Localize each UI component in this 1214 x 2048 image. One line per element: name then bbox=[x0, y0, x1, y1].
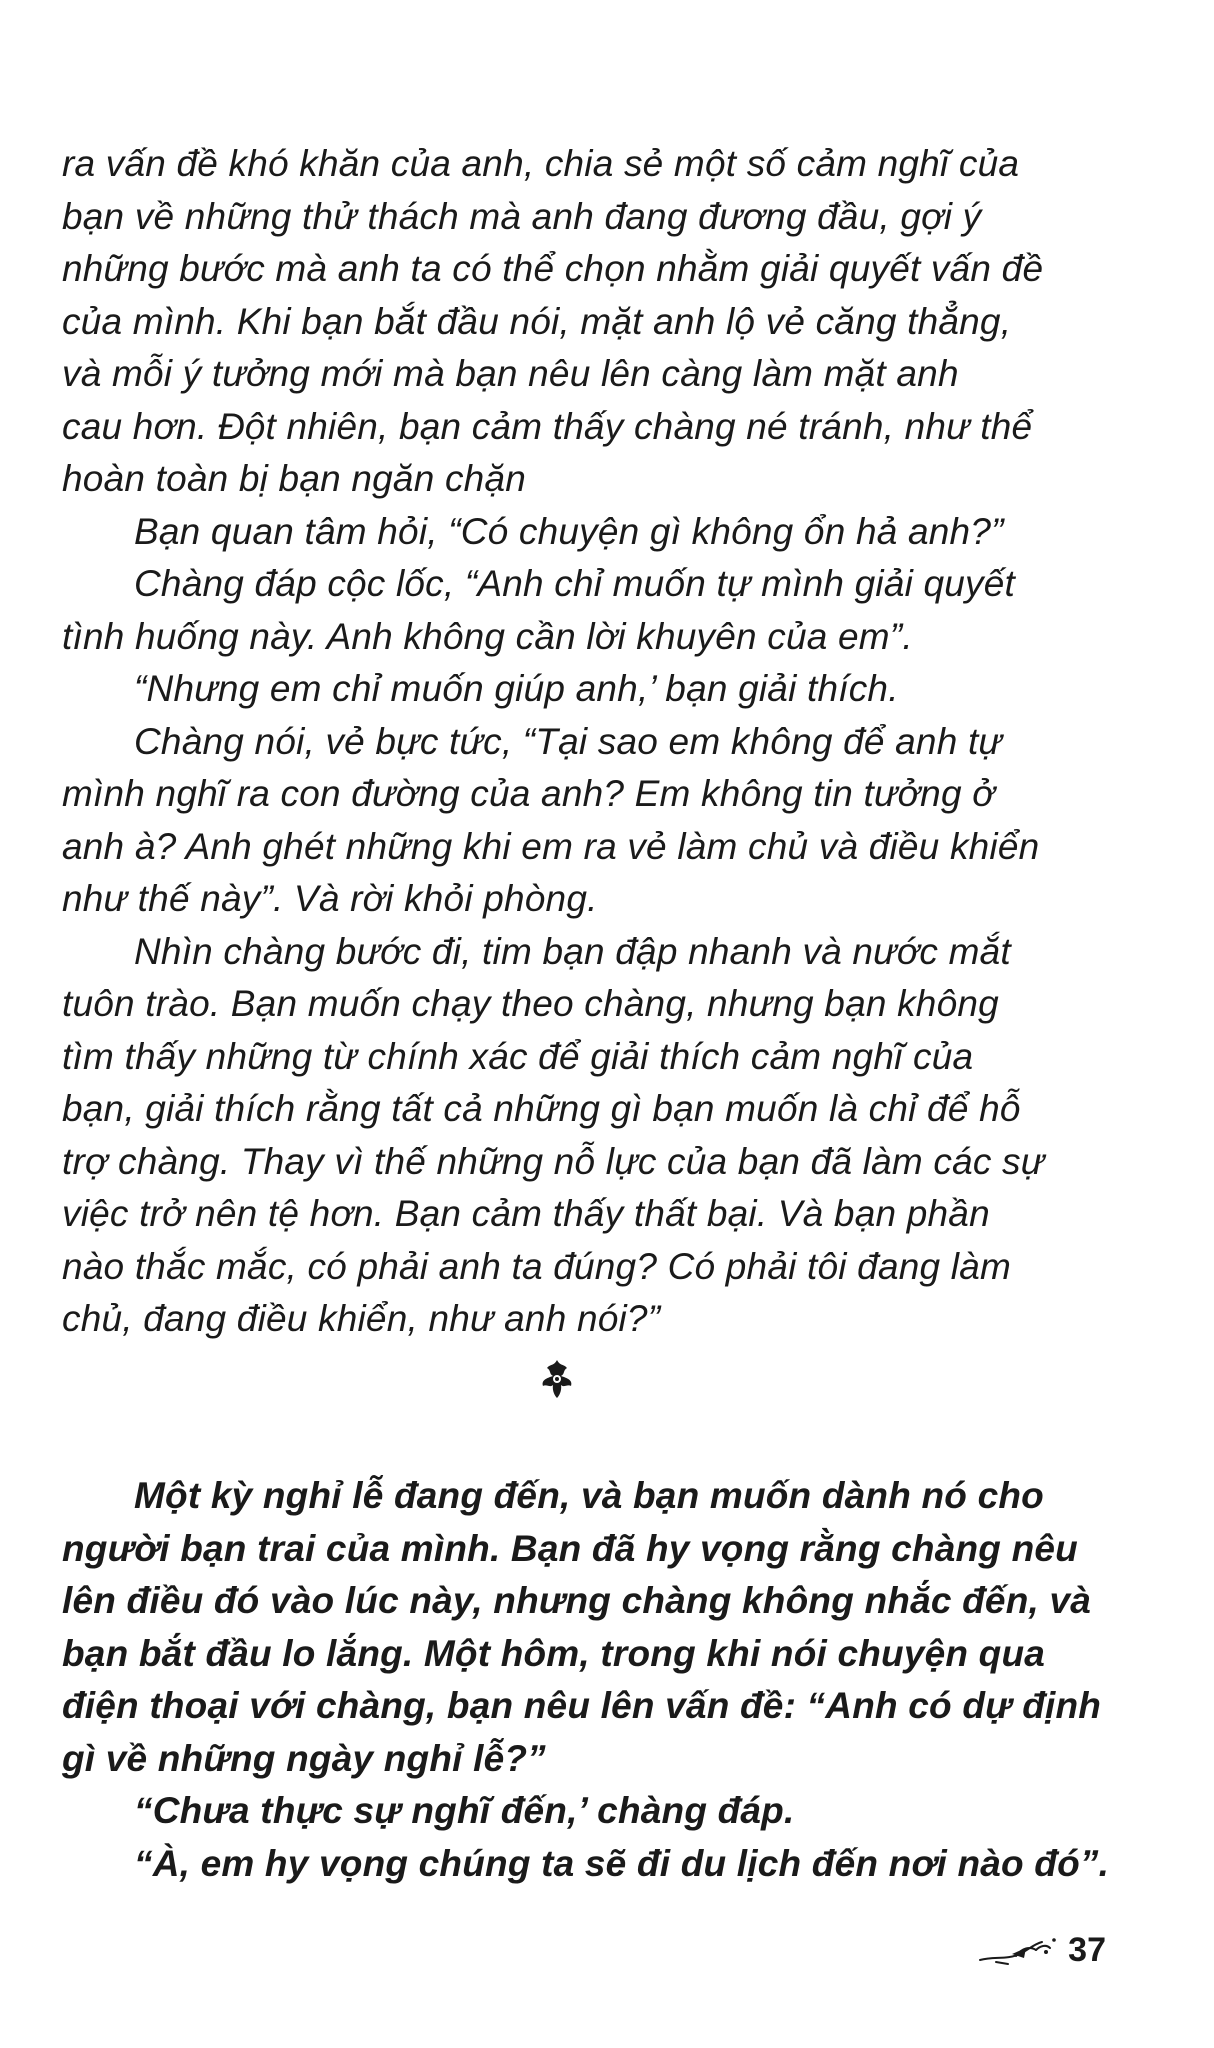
section-one-text bbox=[62, 138, 1082, 1346]
text-line: gì về những ngày nghỉ lễ?” bbox=[62, 1737, 546, 1779]
text-line: lên điều đó vào lúc này, nhưng chàng không nhắc đến, và bbox=[62, 1580, 1092, 1621]
page-footer bbox=[976, 1930, 1106, 1970]
text-line: Chàng nói, vẻ bực tức, “Tại sao em không để anh tự bbox=[134, 720, 1003, 762]
text-line: bạn bắt đầu lo lắng. Một hôm, trong khi nói chuyện qua bbox=[62, 1632, 1046, 1674]
text-line: tìm thấy những từ chính xác để giải thích cảm nghĩ của bbox=[62, 1035, 974, 1077]
text-line: Bạn quan tâm hỏi, “Có chuyện gì không ổn hả anh?” bbox=[134, 510, 1004, 552]
text-line: những bước mà anh ta có thể chọn nhằm giải quyết vấn đề bbox=[62, 248, 1044, 289]
text-line: của mình. Khi bạn bắt đầu nói, mặt anh lộ vẻ căng thẳng, bbox=[62, 300, 1012, 342]
text-line: chủ, đang điều khiển, như anh nói?” bbox=[62, 1298, 661, 1339]
fleuron-ornament-icon bbox=[537, 1358, 577, 1400]
text-line: bạn về những thử thách mà anh đang đương đầu, gợi ý bbox=[62, 195, 982, 237]
text-line: ra vấn đề khó khăn của anh, chia sẻ một số cảm nghĩ của bbox=[62, 143, 1020, 184]
text-line: “À, em hy vọng chúng ta sẽ đi du lịch đến nơi nào đó”. bbox=[134, 1842, 1110, 1884]
paragraph bbox=[62, 663, 1082, 716]
text-line: Chàng đáp cộc lốc, “Anh chỉ muốn tự mình giải quyết bbox=[134, 563, 1016, 604]
section-two-text bbox=[62, 1470, 1110, 1890]
text-line: anh à? Anh ghét những khi em ra vẻ làm chủ và điều khiển bbox=[62, 825, 1040, 867]
text-line: Nhìn chàng bước đi, tim bạn đập nhanh và nước mắt bbox=[134, 930, 1011, 972]
page-number: 37 bbox=[1068, 1930, 1106, 1969]
text-line: việc trở nên tệ hơn. Bạn cảm thấy thất bại. Và bạn phần bbox=[62, 1193, 990, 1234]
text-line: “Chưa thực sự nghĩ đến,’ chàng đáp. bbox=[134, 1790, 795, 1831]
paragraph bbox=[62, 716, 1082, 926]
text-line: tuôn trào. Bạn muốn chạy theo chàng, nhưng bạn không bbox=[62, 983, 999, 1024]
text-line: “Nhưng em chỉ muốn giúp anh,’ bạn giải thích. bbox=[134, 668, 899, 709]
text-line: như thế này”. Và rời khỏi phòng. bbox=[62, 878, 598, 919]
paragraph bbox=[62, 1838, 1110, 1891]
paragraph bbox=[62, 138, 1082, 506]
text-line: nào thắc mắc, có phải anh ta đúng? Có phải tôi đang làm bbox=[62, 1245, 1011, 1287]
text-line: hoàn toàn bị bạn ngăn chặn bbox=[62, 458, 526, 499]
paragraph bbox=[62, 1785, 1082, 1838]
text-line: Một kỳ nghỉ lễ đang đến, và bạn muốn dành nó cho bbox=[134, 1475, 1044, 1516]
paragraph bbox=[62, 1470, 1102, 1785]
text-line: điện thoại với chàng, bạn nêu lên vấn đề: “Anh có dự định bbox=[62, 1685, 1102, 1726]
text-line: và mỗi ý tưởng mới mà bạn nêu lên càng làm mặt anh bbox=[62, 353, 959, 394]
text-line: mình nghĩ ra con đường của anh? Em không tin tưởng ở bbox=[62, 773, 995, 814]
bird-flourish-icon bbox=[976, 1930, 1062, 1970]
text-line: trợ chàng. Thay vì thế những nỗ lực của bạn đã làm các sự bbox=[62, 1140, 1045, 1182]
text-line: cau hơn. Đột nhiên, bạn cảm thấy chàng né tránh, như thể bbox=[62, 405, 1033, 447]
text-line: bạn, giải thích rằng tất cả những gì bạn muốn là chỉ để hỗ bbox=[62, 1088, 1021, 1129]
paragraph bbox=[62, 558, 1082, 663]
paragraph bbox=[62, 926, 1082, 1346]
text-line: người bạn trai của mình. Bạn đã hy vọng rằng chàng nêu bbox=[62, 1527, 1078, 1569]
paragraph bbox=[62, 506, 1082, 559]
text-line: tình huống này. Anh không cần lời khuyên của em”. bbox=[62, 615, 913, 657]
